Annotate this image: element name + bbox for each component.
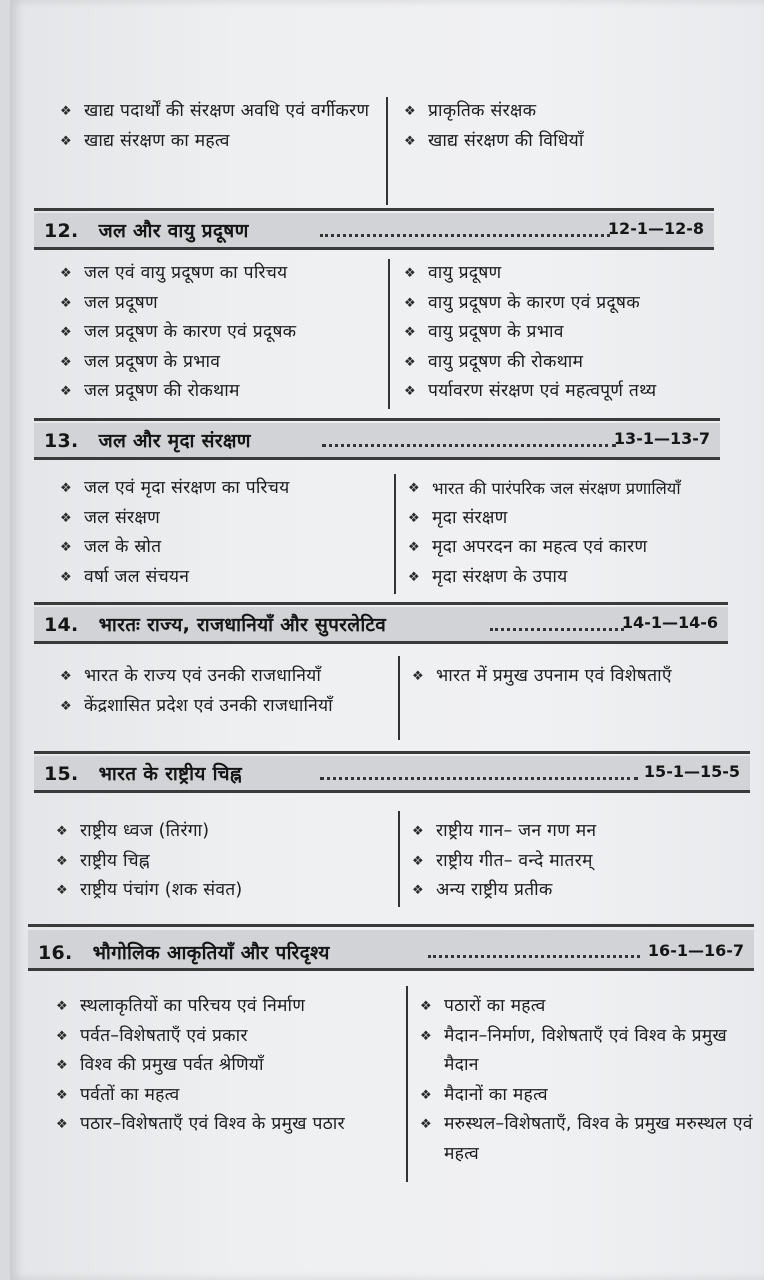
section-rule	[34, 418, 720, 421]
chapter-title	[38, 939, 330, 965]
topic-item: ❖ जल प्रदूषण की रोकथाम	[54, 377, 384, 407]
topic-item: ❖ प्राकृतिक संरक्षक	[398, 97, 738, 127]
leader-dots	[490, 625, 624, 631]
topic-item: ❖ वायु प्रदूषण के कारण एवं प्रदूषक	[398, 289, 748, 319]
chapter-title	[44, 760, 242, 786]
topic-item: ❖ राष्ट्रीय चिह्न	[50, 847, 390, 877]
topic-item: ❖ पर्वत–विशेषताएँ एवं प्रकार	[50, 1022, 402, 1052]
column-divider	[398, 811, 400, 907]
leader-dots	[320, 774, 638, 780]
column-divider	[398, 656, 400, 740]
topic-item: ❖ जल एवं वायु प्रदूषण का परिचय	[54, 259, 384, 289]
topic-item: ❖ खाद्य संरक्षण का महत्व	[54, 127, 376, 157]
topic-item: ❖ जल प्रदूषण	[54, 289, 384, 319]
topic-item: ❖ मृदा संरक्षण के उपाय	[402, 563, 758, 593]
chapter-number: 14.	[44, 614, 79, 636]
topic-item: ❖ पठारों का महत्व	[414, 992, 758, 1022]
left-topics-column	[54, 259, 384, 407]
left-topics-column	[54, 662, 396, 721]
intro-left-column	[54, 97, 376, 156]
topic-item: ❖ पर्वतों का महत्व	[50, 1081, 402, 1111]
chapter-name: भारतः राज्य, राजधानियाँ और सुपरलेटिव	[98, 614, 387, 636]
chapter-12-heading	[34, 213, 714, 250]
topic-item: ❖ खाद्य संरक्षण की विधियाँ	[398, 127, 738, 157]
right-topics-column	[398, 259, 748, 407]
chapter-name: जल और वायु प्रदूषण	[98, 220, 249, 242]
topic-item: ❖ जल संरक्षण	[54, 504, 390, 534]
topic-item: ❖ वायु प्रदूषण के प्रभाव	[398, 318, 748, 348]
chapter-16-heading	[28, 930, 754, 971]
page-range: 13-1—13-7	[613, 429, 710, 448]
chapter-title	[44, 427, 251, 453]
page-range: 12-1—12-8	[607, 219, 704, 238]
chapter-15-heading	[34, 756, 750, 793]
right-topics-column	[406, 662, 756, 692]
column-divider	[406, 986, 408, 1182]
topic-item: ❖ मृदा संरक्षण	[402, 504, 758, 534]
topic-item: ❖ स्थलाकृतियों का परिचय एवं निर्माण	[50, 992, 402, 1022]
section-rule	[28, 924, 754, 927]
topic-item: ❖ जल के स्रोत	[54, 533, 390, 563]
topic-item: ❖ वर्षा जल संचयन	[54, 563, 390, 593]
topic-item: ❖ मैदानों का महत्व	[414, 1081, 758, 1111]
column-divider	[388, 259, 390, 409]
topic-item: ❖ जल प्रदूषण के कारण एवं प्रदूषक	[54, 318, 384, 348]
leader-dots	[320, 231, 610, 237]
topic-item: ❖ खाद्य पदार्थों की संरक्षण अवधि एवं वर्गीकरण	[54, 97, 376, 127]
book-page	[10, 0, 764, 1280]
leader-dots	[428, 952, 640, 958]
leader-dots	[322, 441, 616, 447]
chapter-number: 15.	[44, 763, 79, 785]
chapter-title	[44, 217, 249, 243]
topic-item: ❖ अन्य राष्ट्रीय प्रतीक	[406, 876, 756, 906]
topic-item: ❖ भारत के राज्य एवं उनकी राजधानियाँ	[54, 662, 396, 692]
chapter-number: 12.	[44, 220, 79, 242]
left-topics-column	[50, 817, 390, 906]
chapter-13-heading	[34, 423, 720, 460]
chapter-number: 13.	[44, 430, 79, 452]
left-topics-column	[50, 992, 402, 1140]
topic-item: ❖ मैदान–निर्माण, विशेषताएँ एवं विश्व के प्रमुख मैदान	[414, 1022, 758, 1081]
topic-item: ❖ वायु प्रदूषण की रोकथाम	[398, 348, 748, 378]
chapter-name: भौगोलिक आकृतियाँ और परिदृश्य	[92, 942, 330, 964]
intro-right-column	[398, 97, 738, 156]
page-range: 16-1—16-7	[647, 941, 744, 960]
topic-item: ❖ जल एवं मृदा संरक्षण का परिचय	[54, 474, 390, 504]
right-topics-column	[402, 474, 758, 592]
topic-item: ❖ जल प्रदूषण के प्रभाव	[54, 348, 384, 378]
right-topics-column	[406, 817, 756, 906]
page-range: 15-1—15-5	[643, 762, 740, 781]
column-divider	[394, 474, 396, 594]
chapter-number: 16.	[38, 942, 73, 964]
topic-item: ❖ भारत की पारंपरिक जल संरक्षण प्रणालियाँ	[402, 474, 758, 504]
left-topics-column	[54, 474, 390, 592]
section-rule	[34, 208, 714, 211]
section-rule	[34, 602, 728, 605]
topic-item: ❖ पठार–विशेषताएँ एवं विश्व के प्रमुख पठार	[50, 1110, 402, 1140]
page-range: 14-1—14-6	[621, 613, 718, 632]
section-rule	[34, 751, 750, 754]
topic-item: ❖ वायु प्रदूषण	[398, 259, 748, 289]
chapter-title	[44, 611, 386, 637]
right-topics-column	[414, 992, 758, 1169]
topic-item: ❖ राष्ट्रीय ध्वज (तिरंगा)	[50, 817, 390, 847]
topic-item: ❖ पर्यावरण संरक्षण एवं महत्वपूर्ण तथ्य	[398, 377, 748, 407]
topic-item: ❖ राष्ट्रीय पंचांग (शक संवत)	[50, 876, 390, 906]
topic-item: ❖ केंद्रशासित प्रदेश एवं उनकी राजधानियाँ	[54, 692, 396, 722]
topic-item: ❖ राष्ट्रीय गीत– वन्दे मातरम्	[406, 847, 756, 877]
topic-item: ❖ विश्व की प्रमुख पर्वत श्रेणियाँ	[50, 1051, 402, 1081]
chapter-name: जल और मृदा संरक्षण	[98, 430, 251, 452]
column-divider	[386, 97, 388, 205]
chapter-name: भारत के राष्ट्रीय चिह्न	[98, 763, 243, 785]
topic-item: ❖ भारत में प्रमुख उपनाम एवं विशेषताएँ	[406, 662, 756, 692]
topic-item: ❖ राष्ट्रीय गान– जन गण मन	[406, 817, 756, 847]
topic-item: ❖ मृदा अपरदन का महत्व एवं कारण	[402, 533, 758, 563]
topic-item: ❖ मरुस्थल–विशेषताएँ, विश्व के प्रमुख मरुस्थल एवं महत्व	[414, 1110, 758, 1169]
chapter-14-heading	[34, 607, 728, 644]
